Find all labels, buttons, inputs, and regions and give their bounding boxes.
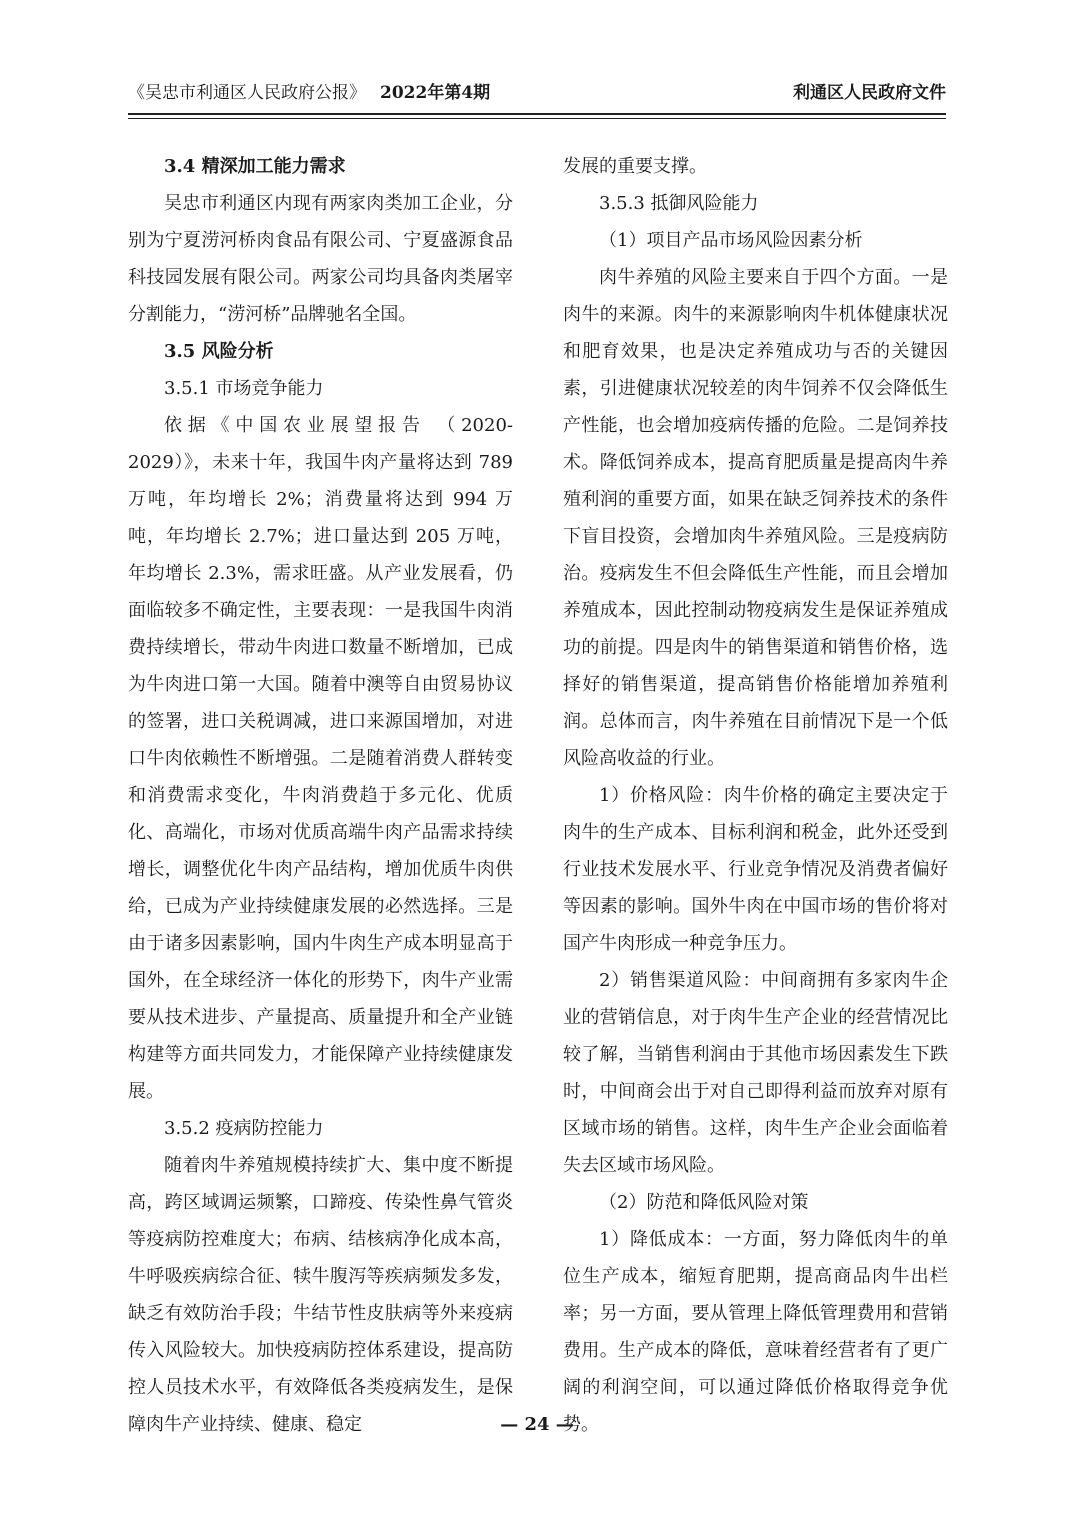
page-header: [128, 78, 946, 108]
journal-title: 《吴忠市利通区人民政府公报》: [128, 83, 366, 103]
subsection-heading: 3.5.2 疫病防控能力: [164, 1118, 324, 1139]
body-paragraph: 吴忠市利通区内现有两家肉类加工企业，分别为宁夏涝河桥肉食品有限公司、宁夏盛源食品科技园发展有限公司。两家公司均具备肉类屠宰分割能力，“涝河桥”品牌驰名全国。: [128, 193, 513, 325]
issue-label: 2022年第4期: [380, 83, 491, 103]
subsection-heading: （2）防范和降低风险对策: [599, 1192, 809, 1213]
header-rule-thin: [128, 118, 946, 119]
body-paragraph: 1）价格风险：肉牛价格的确定主要决定于肉牛的生产成本、目标利润和税金，此外还受到行业技术发展水平、行业竞争情况及消费者偏好等因素的影响。国外牛肉在中国市场的售价将对国产牛肉形成一种竞争压力。: [563, 785, 948, 954]
right-column: [563, 148, 948, 1443]
body-paragraph: 随着肉牛养殖规模持续扩大、集中度不断提高，跨区域调运频繁，口蹄疫、传染性鼻气管炎等疫病防控难度大；布病、结核病净化成本高，牛呼吸疾病综合征、犊牛腹泻等疾病频发多发，缺乏有效防治手段；牛结节性皮肤病等外来疫病传入风险较大。加快疫病防控体系建设，提高防控人员技术水平，有效降低各类疫病发生，是保障肉牛产业持续、健康、稳定: [128, 1155, 513, 1435]
body-paragraph: 肉牛养殖的风险主要来自于四个方面。一是肉牛的来源。肉牛的来源影响肉牛机体健康状况和肥育效果，也是决定养殖成功与否的关键因素，引进健康状况较差的肉牛饲养不仅会降低生产性能，也会增加疫病传播的危险。二是饲养技术。降低饲养成本，提高育肥质量是提高肉牛养殖利润的重要方面，如果在缺乏饲养技术的条件下盲目投资，会增加肉牛养殖风险。三是疫病防治。疫病发生不但会降低生产性能，而且会增加养殖成本，因此控制动物疫病发生是保证养殖成功的前提。四是肉牛的销售渠道和销售价格，选择好的销售渠道，提高销售价格能增加养殖利润。总体而言，肉牛养殖在目前情况下是一个低风险高收益的行业。: [563, 267, 948, 769]
body-paragraph: 依据《中国农业展望报告 （2020-2029）》，未来十年，我国牛肉产量将达到 789 万吨，年均增长 2%；消费量将达到 994 万吨，年均增长 2.7%；进口量达到 205 万吨，年均增长 2.3%，需求旺盛。从产业发展看，仍面临较多不确定性，主要表现：一是我国牛肉消费持续增长，带动牛肉进口数量不断增加，已成为牛肉进口第一大国。随着中澳等自由贸易协议的签署，进口关税调减，进口来源国增加，对进口牛肉依赖性不断增强。二是随着消费人群转变和消费需求变化，牛肉消费趋于多元化、优质化、高端化，市场对优质高端牛肉产品需求持续增长，调整优化牛肉产品结构，增加优质牛肉供给，已成为产业持续健康发展的必然选择。三是由于诸多因素影响，国内牛肉生产成本明显高于国外，在全球经济一体化的形势下，肉牛产业需要从技术进步、产量提高、质量提升和全产业链构建等方面共同发力，才能保障产业持续健康发展。: [128, 415, 513, 1102]
left-column: [128, 148, 513, 1443]
body-paragraph: 2）销售渠道风险：中间商拥有多家肉牛企业的营销信息，对于肉牛生产企业的经营情况比较了解，当销售利润由于其他市场因素发生下跌时，中间商会出于对自己即得利益而放弃对原有区域市场的销售。这样，肉牛生产企业会面临着失去区域市场风险。: [563, 970, 948, 1176]
journal-header: [128, 78, 490, 103]
page-number: — 24 —: [500, 1414, 574, 1435]
body-paragraph: 1）降低成本：一方面，努力降低肉牛的单位生产成本，缩短育肥期，提高商品肉牛出栏率；另一方面，要从管理上降低管理费用和营销费用。生产成本的降低，意味着经营者有了更广阔的利润空间，可以通过降低价格取得竞争优势。: [563, 1229, 948, 1435]
body-paragraph: 发展的重要支撑。: [563, 156, 707, 177]
section-title: 利通区人民政府文件: [793, 83, 946, 103]
section-heading: 3.4 精深加工能力需求: [164, 156, 346, 177]
subsection-heading: 3.5.3 抵御风险能力: [599, 193, 759, 214]
subsection-heading: 3.5.1 市场竞争能力: [164, 378, 324, 399]
section-heading: 3.5 风险分析: [164, 341, 274, 362]
subsection-heading: （1）项目产品市场风险因素分析: [599, 230, 863, 251]
header-rule-thick: [128, 113, 946, 115]
